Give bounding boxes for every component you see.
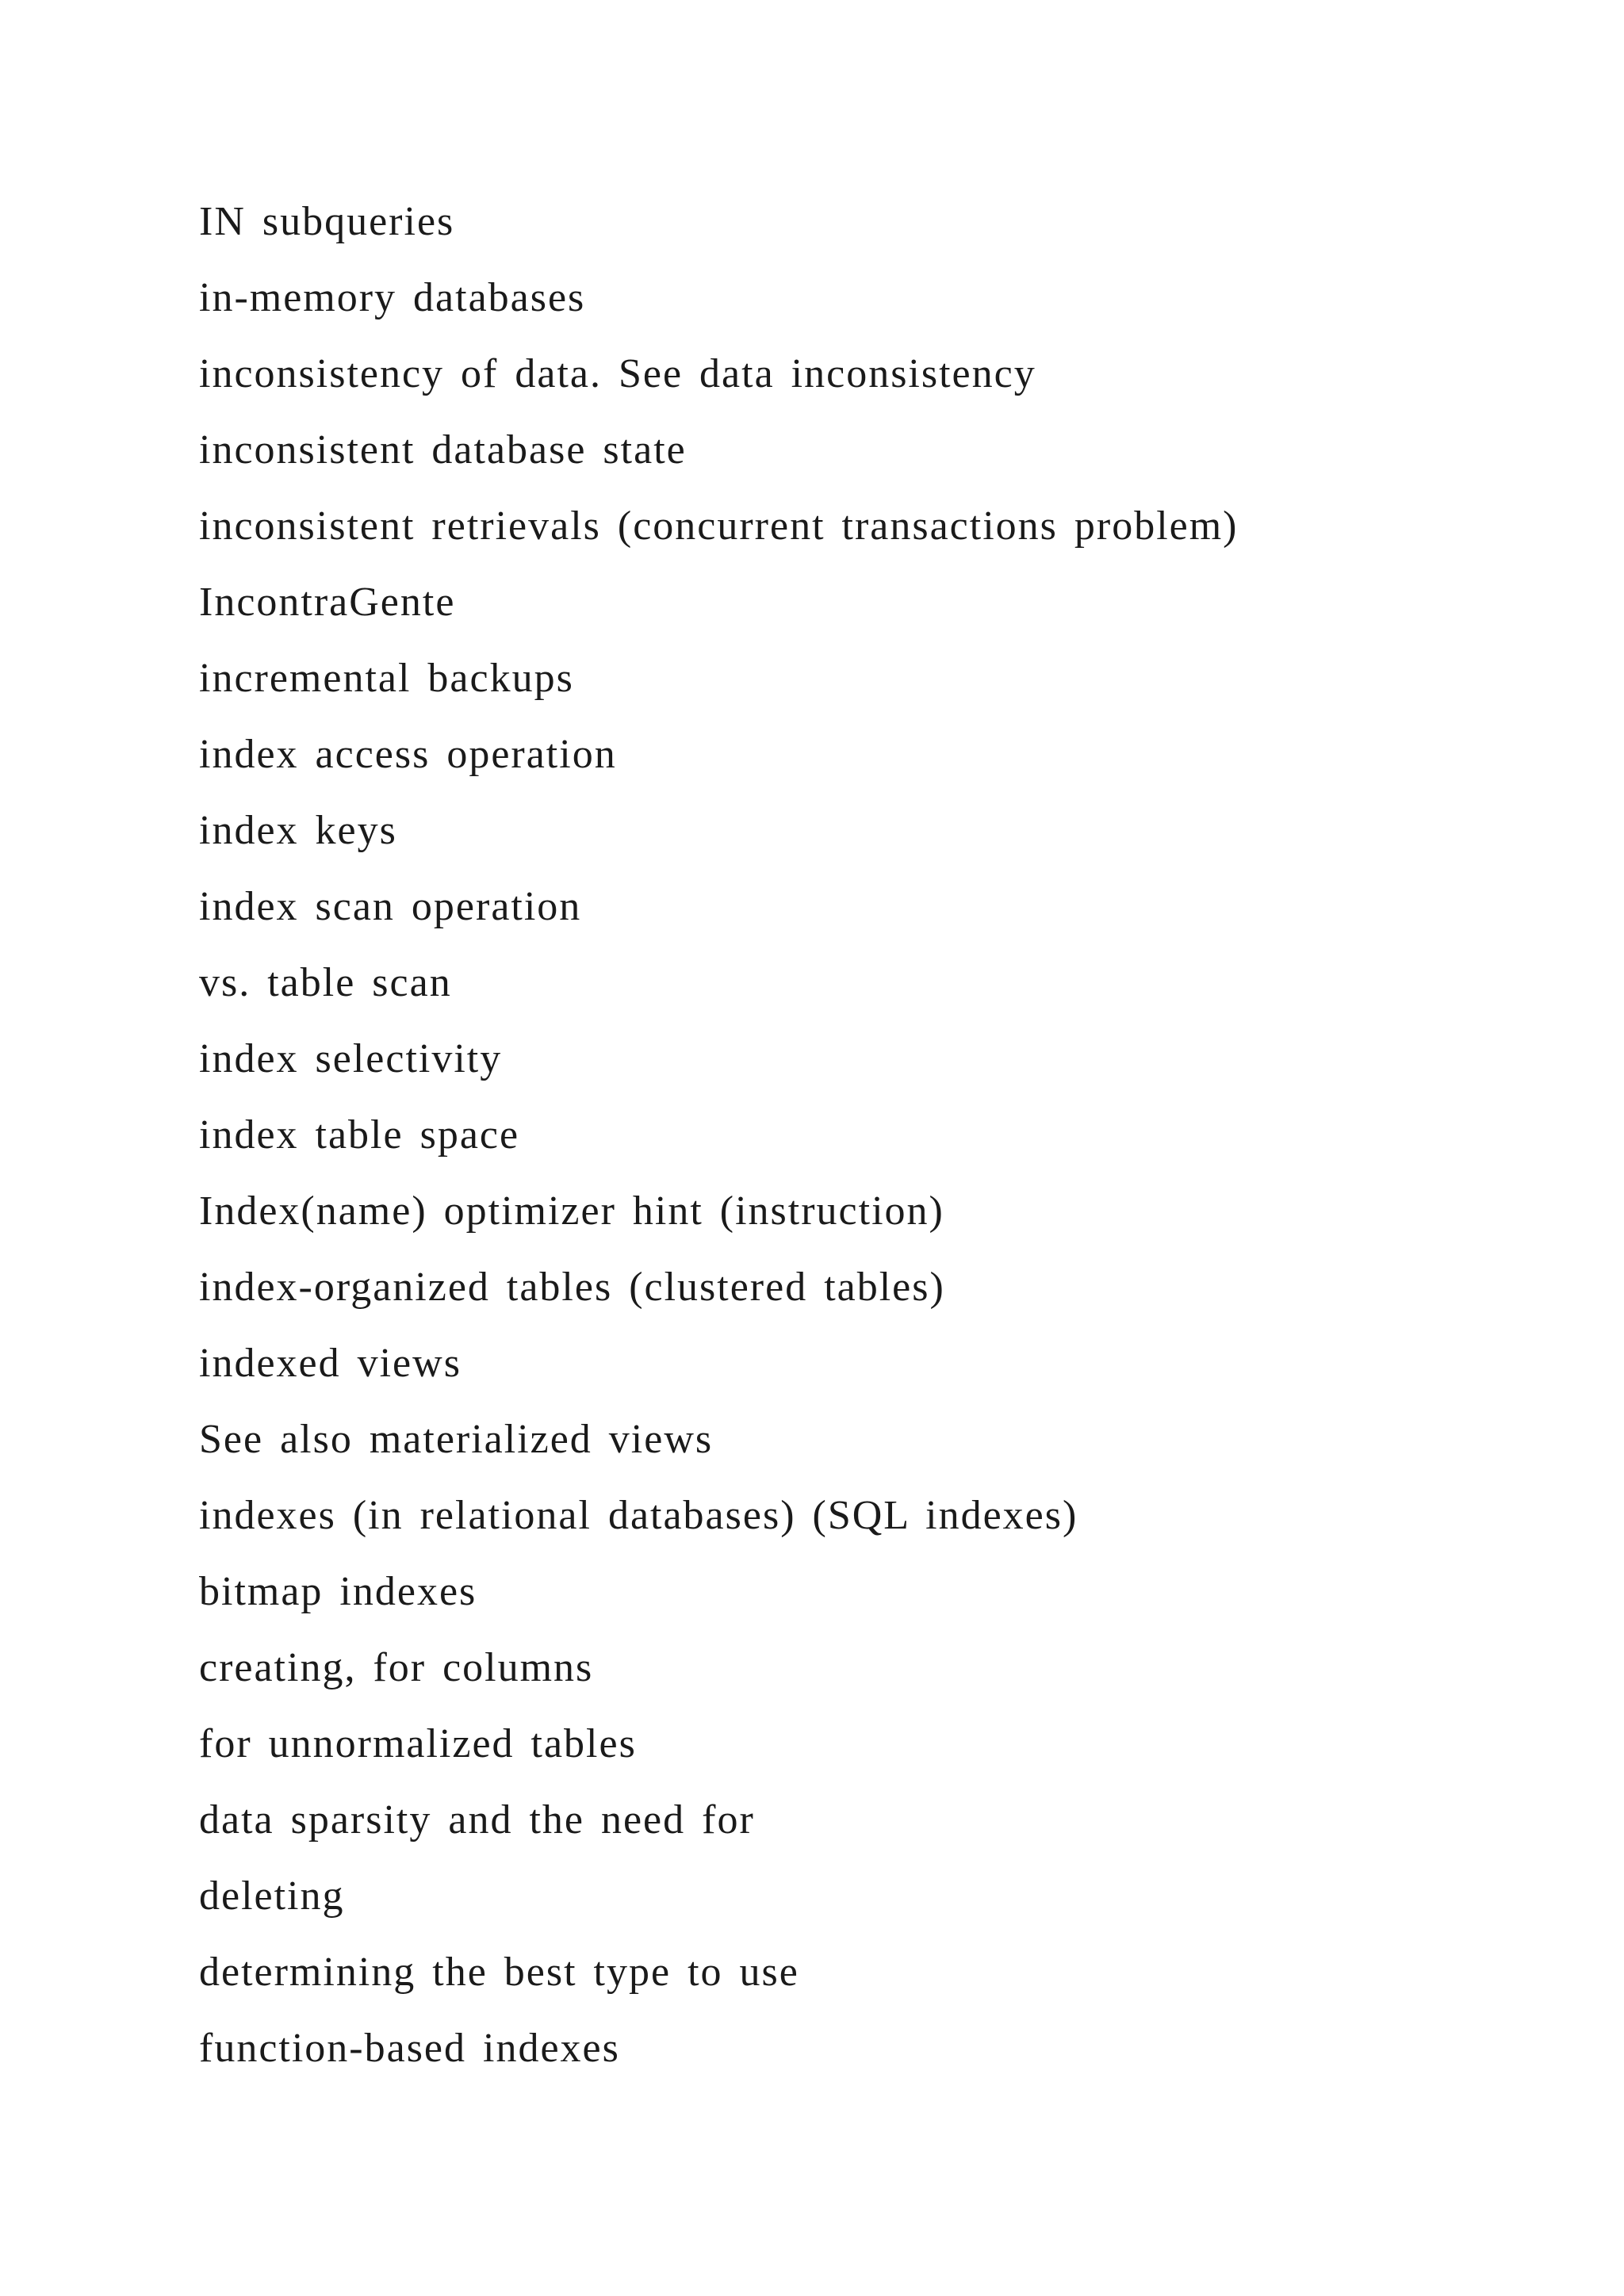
index-entry: inconsistency of data. See data inconsistency bbox=[199, 351, 1036, 396]
index-entry-list bbox=[199, 194, 1239, 2097]
index-entry: bitmap indexes bbox=[199, 1569, 477, 1614]
index-entry: IncontraGente bbox=[199, 580, 456, 625]
index-entry: inconsistent retrievals (concurrent transactions problem) bbox=[199, 503, 1239, 549]
index-entry: in-memory databases bbox=[199, 275, 586, 320]
index-entry: index keys bbox=[199, 808, 397, 853]
index-entry: data sparsity and the need for bbox=[199, 1797, 755, 1843]
index-entry: inconsistent database state bbox=[199, 427, 687, 473]
index-entry: deleting bbox=[199, 1873, 345, 1919]
index-entry: creating, for columns bbox=[199, 1645, 594, 1690]
index-entry: index table space bbox=[199, 1112, 520, 1158]
index-entry: vs. table scan bbox=[199, 960, 452, 1005]
index-entry: See also materialized views bbox=[199, 1417, 714, 1462]
index-entry: Index(name) optimizer hint (instruction) bbox=[199, 1188, 944, 1234]
index-entry: indexed views bbox=[199, 1341, 462, 1386]
index-entry: index selectivity bbox=[199, 1036, 503, 1081]
index-entry: indexes (in relational databases) (SQL indexes) bbox=[199, 1493, 1078, 1538]
index-entry: index access operation bbox=[199, 732, 617, 777]
index-entry: incremental backups bbox=[199, 656, 574, 701]
index-entry: IN subqueries bbox=[199, 199, 455, 244]
index-entry: for unnormalized tables bbox=[199, 1721, 637, 1766]
index-entry: index scan operation bbox=[199, 884, 582, 929]
index-entry: determining the best type to use bbox=[199, 1950, 799, 1995]
index-entry: index-organized tables (clustered tables) bbox=[199, 1265, 945, 1310]
index-entry: function-based indexes bbox=[199, 2026, 620, 2071]
